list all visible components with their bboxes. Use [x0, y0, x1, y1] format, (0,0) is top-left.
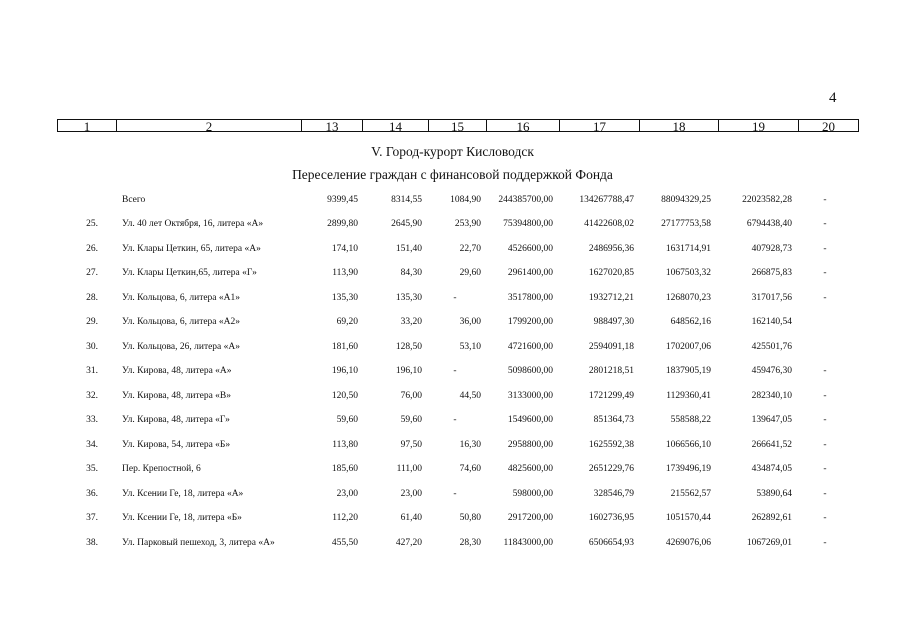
- row-col-17: 1627020,85: [588, 268, 634, 278]
- row-col-16: 75394800,00: [503, 219, 553, 229]
- row-address: Пер. Крепостной, 6: [122, 464, 201, 474]
- column-header-1: 1: [57, 119, 117, 132]
- row-col-16: 11843000,00: [503, 537, 553, 548]
- table-row: [0, 487, 905, 501]
- row-col-15: 22,70: [459, 243, 481, 254]
- row-col-15: 36,00: [459, 317, 481, 327]
- row-col-17: 2594091,18: [588, 341, 634, 352]
- total-col-15: 1084,90: [450, 195, 481, 205]
- row-number: 35.: [86, 464, 98, 474]
- row-col-14: 33,20: [400, 317, 422, 327]
- row-address: Ул. Кольцова, 6, литера «А2»: [122, 317, 241, 327]
- row-col-19: 459476,30: [751, 366, 792, 376]
- row-col-20: -: [823, 219, 827, 229]
- column-header-15: 15: [429, 119, 487, 132]
- row-col-17: 328546,79: [593, 488, 634, 499]
- row-col-15: -: [453, 366, 457, 376]
- row-col-19: 282340,10: [751, 390, 792, 401]
- row-address: Ул. Кирова, 48, литера «Г»: [122, 415, 230, 425]
- row-col-15: 16,30: [459, 439, 481, 450]
- column-header-18: 18: [640, 119, 719, 132]
- row-col-20: -: [823, 439, 827, 450]
- row-address: Ул. Клары Цеткин,65, литера «Г»: [122, 268, 257, 278]
- row-col-15: 53,10: [459, 341, 481, 352]
- row-col-17: 1625592,38: [588, 439, 634, 450]
- row-col-19: 262892,61: [751, 513, 792, 523]
- row-col-13: 174,10: [331, 243, 358, 254]
- row-col-16: 3517800,00: [507, 292, 553, 303]
- column-header-17: 17: [560, 119, 640, 132]
- table-row: [0, 438, 905, 452]
- total-col-16: 244385700,00: [498, 195, 553, 205]
- row-col-18: 4269076,06: [665, 537, 711, 548]
- row-col-20: -: [823, 366, 827, 376]
- row-col-15: 74,60: [459, 464, 481, 474]
- row-address: Ул. Кольцова, 26, литера «А»: [122, 341, 241, 352]
- row-col-16: 2961400,00: [507, 268, 553, 278]
- row-col-15: -: [453, 415, 457, 425]
- row-address: Ул. Кольцова, 6, литера «А1»: [122, 292, 241, 303]
- row-col-19: 407928,73: [751, 243, 792, 254]
- row-col-14: 61,40: [400, 513, 422, 523]
- row-address: Ул. Парковый пешеход, 3, литера «А»: [122, 537, 275, 548]
- row-col-18: 27177753,58: [661, 219, 711, 229]
- row-col-15: 29,60: [459, 268, 481, 278]
- row-address: Ул. Кирова, 48, литера «А»: [122, 366, 232, 376]
- row-col-19: 434874,05: [751, 464, 792, 474]
- row-col-14: 23,00: [400, 488, 422, 499]
- row-col-18: 215562,57: [670, 488, 711, 499]
- column-header-19: 19: [719, 119, 799, 132]
- row-col-14: 196,10: [395, 366, 422, 376]
- row-col-20: -: [823, 488, 827, 499]
- row-number: 27.: [86, 268, 98, 278]
- total-col-19: 22023582,28: [742, 195, 792, 205]
- row-col-17: 988497,30: [593, 317, 634, 327]
- column-header-2: 2: [117, 119, 302, 132]
- table-row: [0, 462, 905, 476]
- row-col-14: 2645,90: [391, 219, 422, 229]
- row-col-15: 28,30: [459, 537, 481, 548]
- total-col-13: 9399,45: [327, 195, 358, 205]
- column-header-13: 13: [302, 119, 363, 132]
- row-col-18: 1268070,23: [665, 292, 711, 303]
- row-col-20: -: [823, 464, 827, 474]
- row-col-20: -: [823, 390, 827, 401]
- row-col-14: 97,50: [400, 439, 422, 450]
- row-col-20: -: [823, 268, 827, 278]
- table-row: [0, 217, 905, 231]
- row-col-18: 1837905,19: [665, 366, 711, 376]
- total-col-20: -: [823, 195, 827, 205]
- total-col-14: 8314,55: [391, 195, 422, 205]
- row-col-15: 44,50: [459, 390, 481, 401]
- row-col-14: 135,30: [395, 292, 422, 303]
- row-col-13: 2899,80: [327, 219, 358, 229]
- section-title: V. Город-курорт Кисловодск: [371, 144, 534, 159]
- row-col-19: 1067269,01: [746, 537, 792, 548]
- row-number: 25.: [86, 219, 98, 229]
- column-header-row: [57, 119, 859, 132]
- table-row: [0, 266, 905, 280]
- row-col-13: 113,80: [332, 439, 358, 450]
- row-col-18: 648562,16: [670, 317, 711, 327]
- row-number: 30.: [86, 341, 98, 352]
- row-col-15: -: [453, 488, 457, 499]
- row-col-18: 1702007,06: [665, 341, 711, 352]
- row-address: Ул. Кирова, 54, литера «Б»: [122, 439, 231, 450]
- row-col-17: 1602736,95: [588, 513, 634, 523]
- total-row: [0, 193, 905, 207]
- row-col-17: 851364,73: [593, 415, 634, 425]
- row-col-16: 4526600,00: [507, 243, 553, 254]
- row-col-14: 151,40: [395, 243, 422, 254]
- row-col-20: -: [823, 243, 827, 254]
- row-col-15: 50,80: [459, 513, 481, 523]
- row-number: 32.: [86, 390, 98, 401]
- row-col-13: 196,10: [331, 366, 358, 376]
- row-number: 36.: [86, 488, 98, 499]
- row-col-16: 4825600,00: [507, 464, 553, 474]
- row-col-19: 266875,83: [751, 268, 792, 278]
- row-col-18: 1051570,44: [665, 513, 711, 523]
- row-col-20: -: [823, 513, 827, 523]
- table-row: [0, 242, 905, 256]
- row-col-17: 2651229,76: [588, 464, 634, 474]
- table-row: [0, 413, 905, 427]
- table-row: [0, 511, 905, 525]
- row-col-14: 59,60: [400, 415, 422, 425]
- row-number: 37.: [86, 513, 98, 523]
- row-col-13: 120,50: [331, 390, 358, 401]
- total-col-18: 88094329,25: [661, 195, 711, 205]
- row-col-20: -: [823, 537, 827, 548]
- column-header-16: 16: [487, 119, 560, 132]
- row-col-13: 135,30: [331, 292, 358, 303]
- row-col-16: 4721600,00: [507, 341, 553, 352]
- row-address: Ул. Клары Цеткин, 65, литера «А»: [122, 243, 261, 254]
- row-col-16: 1799200,00: [507, 317, 553, 327]
- page-number: 4: [829, 90, 837, 106]
- row-col-18: 1631714,91: [665, 243, 711, 254]
- row-col-13: 23,00: [336, 488, 358, 499]
- row-address: Ул. Ксении Ге, 18, литера «А»: [122, 488, 244, 499]
- row-col-17: 1932712,21: [588, 292, 634, 303]
- row-col-18: 1129360,41: [666, 390, 711, 401]
- row-col-18: 1067503,32: [665, 268, 711, 278]
- row-col-16: 1549600,00: [507, 415, 553, 425]
- row-col-19: 162140,54: [751, 317, 792, 327]
- row-col-16: 3133000,00: [507, 390, 553, 401]
- row-col-19: 317017,56: [751, 292, 792, 303]
- row-address: Ул. 40 лет Октября, 16, литера «А»: [122, 219, 264, 229]
- row-col-14: 76,00: [400, 390, 422, 401]
- row-number: 33.: [86, 415, 98, 425]
- row-col-14: 111,00: [396, 464, 422, 474]
- row-col-14: 427,20: [395, 537, 422, 548]
- column-header-14: 14: [363, 119, 429, 132]
- row-col-14: 84,30: [400, 268, 422, 278]
- row-col-13: 181,60: [331, 341, 358, 352]
- row-col-18: 1739496,19: [665, 464, 711, 474]
- row-col-20: -: [823, 415, 827, 425]
- row-col-16: 2958800,00: [507, 439, 553, 450]
- table-row: [0, 291, 905, 305]
- table-row: [0, 389, 905, 403]
- row-col-13: 113,90: [332, 268, 358, 278]
- row-number: 31.: [86, 366, 98, 376]
- column-header-20: 20: [799, 119, 859, 132]
- row-col-13: 59,60: [336, 415, 358, 425]
- table-row: [0, 315, 905, 329]
- table-row: [0, 536, 905, 550]
- total-label: Всего: [122, 195, 146, 205]
- row-col-17: 2801218,51: [588, 366, 634, 376]
- table-row: [0, 340, 905, 354]
- row-col-19: 139647,05: [751, 415, 792, 425]
- row-number: 34.: [86, 439, 98, 450]
- row-col-19: 266641,52: [751, 439, 792, 450]
- row-col-20: -: [823, 292, 827, 303]
- row-col-15: 253,90: [454, 219, 481, 229]
- row-col-19: 425501,76: [751, 341, 792, 352]
- row-col-19: 6794438,40: [746, 219, 792, 229]
- row-col-13: 112,20: [332, 513, 358, 523]
- row-col-18: 1066566,10: [665, 439, 711, 450]
- section-subtitle: Переселение граждан с финансовой поддержкой Фонда: [292, 167, 613, 182]
- row-number: 38.: [86, 537, 98, 548]
- row-number: 29.: [86, 317, 98, 327]
- row-col-14: 128,50: [395, 341, 422, 352]
- table-row: [0, 364, 905, 378]
- row-col-17: 1721299,49: [588, 390, 634, 401]
- row-col-13: 455,50: [331, 537, 358, 548]
- total-col-17: 134267788,47: [579, 195, 634, 205]
- row-number: 28.: [86, 292, 98, 303]
- row-col-15: -: [453, 292, 457, 303]
- row-number: 26.: [86, 243, 98, 254]
- row-col-16: 598000,00: [512, 488, 553, 499]
- row-col-18: 558588,22: [670, 415, 711, 425]
- row-col-13: 69,20: [336, 317, 358, 327]
- row-col-13: 185,60: [331, 464, 358, 474]
- row-col-17: 2486956,36: [588, 243, 634, 254]
- row-col-16: 5098600,00: [507, 366, 553, 376]
- row-col-17: 41422608,02: [584, 219, 634, 229]
- row-col-19: 53890,64: [756, 488, 792, 499]
- row-col-17: 6506654,93: [588, 537, 634, 548]
- row-address: Ул. Кирова, 48, литера «В»: [122, 390, 232, 401]
- row-address: Ул. Ксении Ге, 18, литера «Б»: [122, 513, 242, 523]
- row-col-16: 2917200,00: [507, 513, 553, 523]
